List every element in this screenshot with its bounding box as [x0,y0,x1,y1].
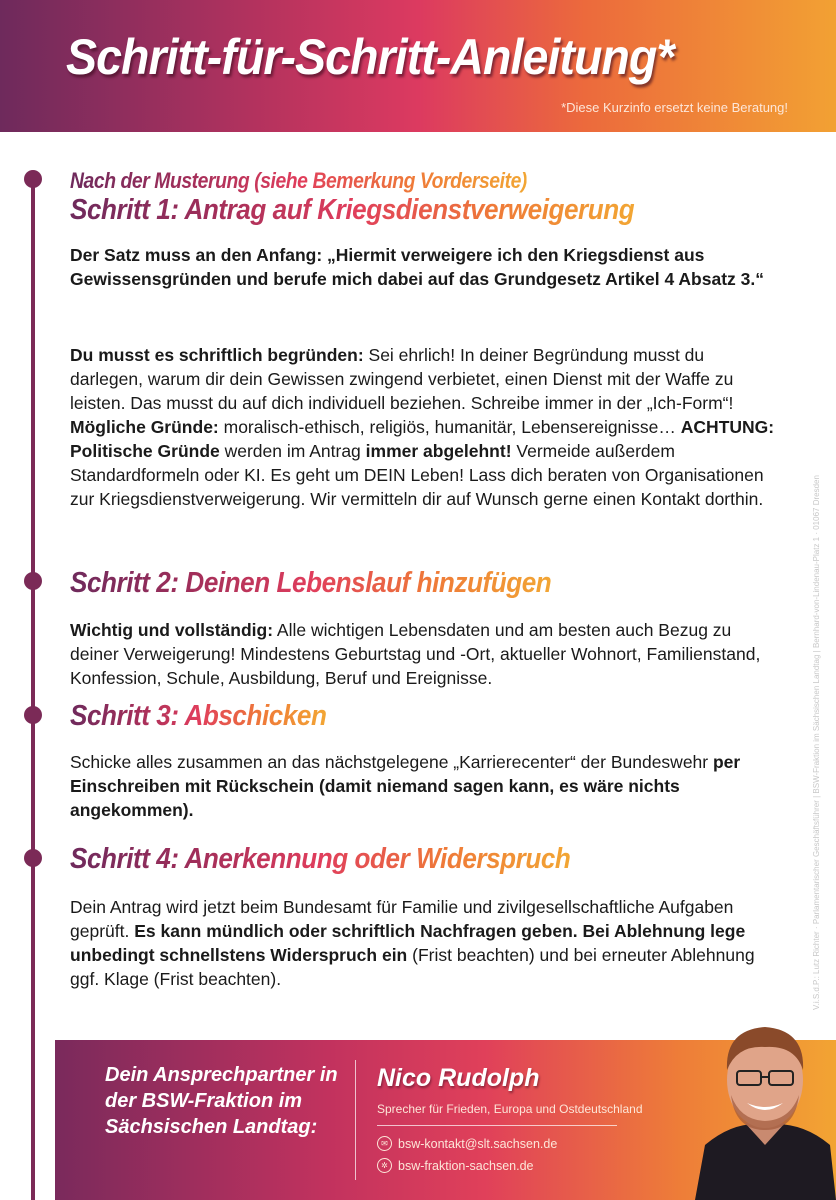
timeline-dot [24,849,42,867]
contact-photo [695,995,836,1200]
step-1-heading: Schritt 1: Antrag auf Kriegsdienstverweigerung [70,194,635,226]
globe-icon: ✲ [377,1158,392,1173]
step-1-body [70,343,775,511]
timeline-dot [24,170,42,188]
bold-text: Du musst es schriftlich begründen: [70,345,364,365]
body-text: Vermeide außerdem Standardformeln oder KI. Es geht um DEIN Leben! Lass dich beraten von Organisationen zur Kriegsdienstverweigerung. Wir vermitteln dir auf Wunsch gerne einen Kontakt dorthin. [70,441,764,509]
body-text: Sei ehrlich! In deiner Begründung musst du darlegen, warum dir dein Gewissen zwingend verbietet, einen Dienst mit der Waffe zu leisten. Das musst du auf dich individuell beziehen. Schreibe immer in der „Ich-Form“! [70,345,734,413]
mail-icon: ✉ [377,1136,392,1151]
contact-footer [55,1040,836,1200]
bold-text: per Einschreiben mit Rückschein (damit niemand sagen kann, es wäre nichts angekommen). [70,752,741,820]
imprint: V.i.S.d.P.: Lutz Richter · Parlamentarischer Geschäftsführer | BSW-Fraktion im Sächsischen Landtag | Bernhard-von-Lindenau-Platz 1 · 01067 Dresden [812,475,821,1010]
bold-text: Wichtig und vollständig: [70,620,274,640]
body-text: werden im Antrag [219,441,366,461]
step-2-heading: Schritt 2: Deinen Lebenslauf hinzufügen [70,567,552,599]
email-row[interactable] [377,1136,557,1151]
step-1-intro [70,243,775,291]
step-3-body [70,750,775,822]
email-link[interactable]: bsw-kontakt@slt.sachsen.de [398,1136,558,1151]
step-4-heading: Schritt 4: Anerkennung oder Widerspruch [70,843,571,875]
bold-text: Der Satz muss an den Anfang: „Hiermit verweigere ich den Kriegsdienst aus Gewissensgründen und berufe mich dabei auf das Grundgesetz Artikel 4 Absatz 3.“ [70,245,764,289]
website-row[interactable] [377,1158,533,1173]
divider [355,1060,356,1180]
bold-text: Es kann mündlich oder schriftlich Nachfragen geben. Bei Ablehnung lege unbedingt schnellstens Widerspruch ein [70,921,746,965]
body-text: (Frist beachten) und bei erneuter Ablehnung ggf. Klage (Frist beachten). [70,945,755,989]
step-3-heading: Schritt 3: Abschicken [70,700,327,732]
divider [377,1125,617,1126]
timeline-dot [24,706,42,724]
body-text: Schicke alles zusammen an das nächstgelegene „Karrierecenter“ der Bundeswehr [70,752,713,772]
header-banner [0,0,836,132]
contact-name: Nico Rudolph [377,1064,540,1092]
bold-text: ACHTUNG: Politische Gründe [70,417,775,461]
contact-role: Sprecher für Frieden, Europa und Ostdeutschland [377,1102,643,1116]
pre-heading: Nach der Musterung (siehe Bemerkung Vorderseite) [70,168,527,193]
body-text: moralisch-ethisch, religiös, humanitär, Lebensereignisse… [218,417,681,437]
contact-label: Dein Ansprechpartner in der BSW-Fraktion im Sächsischen Landtag: [105,1064,338,1138]
page-title: Schritt-für-Schritt-Anleitung* [66,29,674,85]
timeline-line [31,178,35,1200]
body-text: Alle wichtigen Lebensdaten und am besten auch Bezug zu deiner Verweigerung! Mindestens Geburtstag und -Ort, aktueller Wohnort, Familienstand, Konfession, Schule, Ausbildung, Beruf und Ereignisse. [70,620,761,688]
step-4-body [70,895,775,991]
website-link[interactable]: bsw-fraktion-sachsen.de [398,1158,534,1173]
timeline-dot [24,572,42,590]
bold-text: Mögliche Gründe: [70,417,219,437]
body-text: Dein Antrag wird jetzt beim Bundesamt für Familie und zivilgesellschaftliche Aufgaben geprüft. [70,897,734,941]
disclaimer: *Diese Kurzinfo ersetzt keine Beratung! [561,100,788,115]
bold-text: immer abgelehnt! [365,441,512,461]
step-2-body [70,618,775,690]
